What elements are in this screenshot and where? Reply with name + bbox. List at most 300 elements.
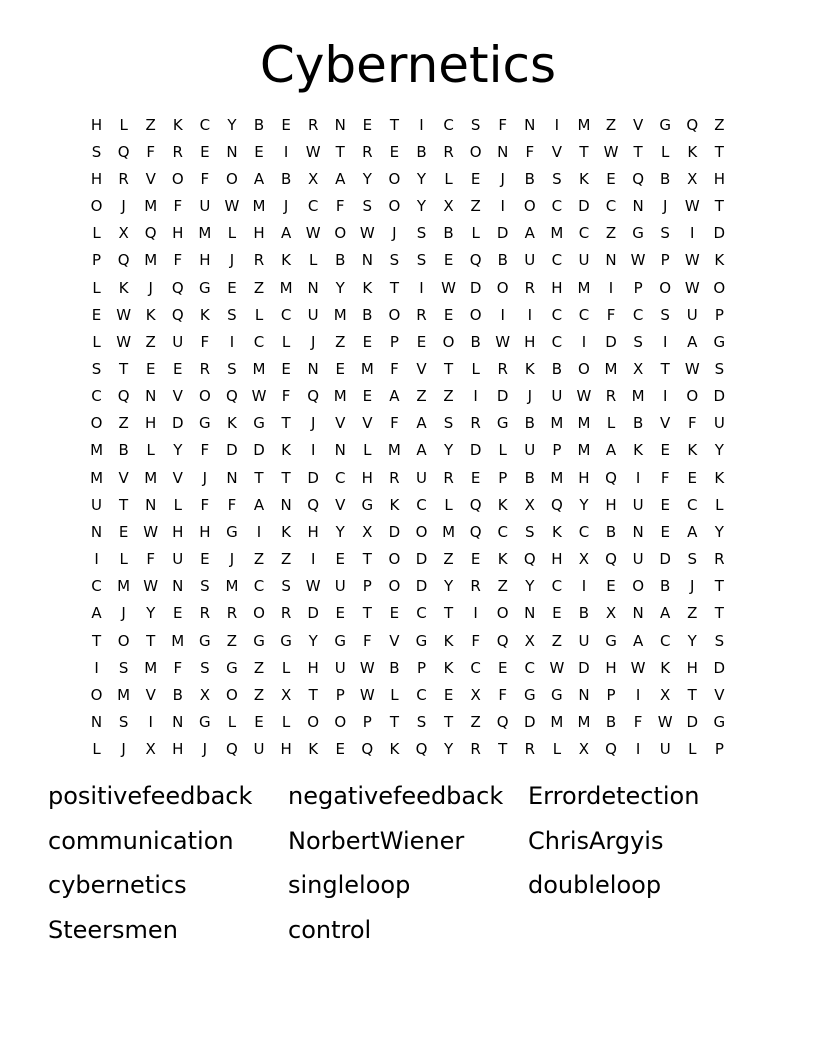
grid-letter: A [335, 169, 346, 188]
grid-letter: S [91, 359, 102, 378]
grid-letter: G [226, 658, 238, 677]
grid-letter: Z [118, 414, 129, 433]
grid-letter: Y [579, 495, 589, 514]
grid-letter: H [307, 522, 319, 541]
grid-letter: G [713, 713, 726, 732]
grid-letter: M [144, 197, 158, 216]
grid-letter: H [172, 224, 184, 243]
grid-letter: Z [145, 115, 156, 134]
grid-letter: G [199, 414, 211, 433]
grid-letter: G [199, 278, 211, 297]
grid-letter: E [362, 115, 373, 134]
grid-letter: W [116, 305, 132, 324]
grid-letter: Q [605, 550, 617, 569]
grid-letter: O [253, 604, 265, 623]
grid-letter: S [389, 251, 400, 270]
grid-letter: U [334, 658, 346, 677]
grid-letter: O [388, 550, 401, 569]
grid-letter: Q [171, 278, 184, 297]
grid-letter: R [443, 142, 454, 161]
grid-row [83, 220, 733, 247]
grid-letter: I [310, 441, 316, 460]
grid-letter: H [199, 522, 211, 541]
grid-letter: Q [496, 713, 509, 732]
word-list-item: Errordetection [528, 782, 700, 810]
grid-letter: H [90, 169, 103, 188]
grid-letter: M [604, 359, 618, 378]
grid-letter: Y [227, 115, 237, 134]
grid-letter: R [524, 740, 535, 759]
grid-letter: X [362, 522, 373, 541]
grid-letter: O [415, 522, 428, 541]
grid-letter: Y [335, 522, 345, 541]
grid-letter: T [443, 359, 454, 378]
grid-letter: Y [146, 604, 156, 623]
grid-letter: S [660, 224, 670, 243]
grid-letter: S [200, 577, 210, 596]
grid-letter: L [308, 251, 318, 270]
grid-letter: G [659, 115, 671, 134]
grid-letter: E [200, 550, 210, 569]
grid-letter: I [662, 332, 668, 351]
grid-letter: H [524, 332, 536, 351]
grid-letter: M [117, 685, 131, 704]
grid-letter: T [579, 142, 589, 161]
grid-row [83, 111, 733, 138]
grid-letter: W [116, 332, 132, 351]
grid-letter: C [551, 332, 563, 351]
grid-letter: Y [362, 169, 372, 188]
grid-letter: C [578, 305, 590, 324]
grid-letter: M [198, 224, 212, 243]
grid-letter: W [305, 577, 321, 596]
grid-letter: S [227, 359, 237, 378]
grid-letter: I [554, 115, 560, 134]
grid-letter: W [251, 387, 267, 406]
grid-letter: L [606, 414, 616, 433]
grid-letter: D [307, 604, 319, 623]
grid-letter: A [605, 441, 617, 460]
grid-letter: Q [469, 495, 482, 514]
grid-letter: U [578, 251, 590, 270]
grid-letter: D [388, 522, 401, 541]
grid-row [83, 328, 733, 355]
grid-letter: W [549, 658, 565, 677]
grid-letter: M [442, 522, 456, 541]
grid-letter: B [497, 251, 508, 270]
grid-letter: Z [335, 332, 346, 351]
grid-letter: W [305, 142, 321, 161]
grid-letter: H [253, 224, 265, 243]
grid-letter: G [713, 332, 726, 351]
grid-letter: L [227, 713, 237, 732]
grid-letter: O [388, 197, 401, 216]
grid-letter: H [578, 468, 590, 487]
grid-letter: H [713, 169, 725, 188]
grid-letter: S [362, 197, 373, 216]
grid-letter: I [662, 387, 668, 406]
grid-row [83, 573, 733, 600]
grid-letter: V [335, 414, 346, 433]
grid-letter: J [202, 468, 208, 487]
grid-letter: U [415, 468, 427, 487]
grid-letter: K [633, 441, 644, 460]
grid-letter: B [660, 169, 671, 188]
grid-letter: E [281, 359, 291, 378]
grid-letter: Z [443, 550, 454, 569]
grid-letter: O [307, 713, 320, 732]
grid-letter: B [605, 713, 617, 732]
grid-letter: L [92, 740, 101, 759]
grid-letter: M [577, 713, 591, 732]
grid-letter: E [443, 305, 454, 324]
grid-letter: O [496, 604, 509, 623]
grid-letter: C [416, 604, 427, 623]
grid-letter: L [471, 224, 480, 243]
grid-letter: H [90, 115, 103, 134]
grid-letter: Z [605, 224, 617, 243]
grid-letter: M [144, 468, 158, 487]
grid-letter: Z [226, 631, 238, 650]
grid-letter: A [660, 604, 671, 623]
grid-letter: E [660, 522, 670, 541]
grid-letter: E [687, 468, 697, 487]
grid-letter: Q [226, 740, 238, 759]
grid-letter: R [714, 550, 725, 569]
grid-letter: N [172, 713, 184, 732]
grid-letter: M [550, 414, 564, 433]
grid-letter: Q [117, 142, 130, 161]
grid-letter: M [90, 468, 104, 487]
grid-letter: Z [253, 685, 265, 704]
grid-letter: W [684, 359, 700, 378]
grid-letter: S [91, 142, 102, 161]
grid-letter: S [118, 713, 129, 732]
grid-letter: L [444, 169, 453, 188]
grid-letter: J [121, 197, 126, 216]
grid-letter: W [305, 224, 321, 243]
grid-letter: F [173, 658, 183, 677]
grid-row [83, 138, 733, 165]
grid-letter: Y [443, 740, 454, 759]
grid-letter: D [307, 468, 319, 487]
grid-letter: U [334, 577, 346, 596]
grid-letter: F [687, 414, 697, 433]
grid-letter: J [690, 577, 695, 596]
grid-letter: U [172, 550, 184, 569]
grid-letter: H [605, 495, 617, 514]
grid-letter: U [199, 197, 211, 216]
grid-letter: A [91, 604, 102, 623]
grid-letter: L [390, 685, 399, 704]
grid-letter: R [605, 387, 617, 406]
grid-letter: Y [687, 631, 697, 650]
grid-letter: E [389, 142, 400, 161]
grid-letter: O [388, 169, 401, 188]
grid-letter: G [334, 631, 347, 650]
grid-letter: D [524, 713, 536, 732]
grid-letter: Q [523, 550, 536, 569]
grid-letter: D [605, 332, 617, 351]
grid-letter: B [389, 658, 400, 677]
grid-letter: U [172, 332, 184, 351]
grid-letter: B [632, 414, 644, 433]
grid-letter: U [659, 740, 671, 759]
grid-letter: T [389, 115, 399, 134]
grid-letter: E [552, 604, 562, 623]
grid-letter: T [443, 713, 454, 732]
grid-letter: J [229, 251, 235, 270]
grid-letter: T [119, 495, 129, 514]
grid-letter: E [281, 115, 291, 134]
grid-letter: E [118, 522, 129, 541]
grid-letter: F [146, 550, 156, 569]
grid-letter: D [226, 441, 238, 460]
grid-letter: M [577, 441, 591, 460]
grid-letter: N [497, 142, 509, 161]
grid-letter: K [714, 251, 725, 270]
grid-letter: O [469, 305, 482, 324]
grid-letter: S [633, 332, 643, 351]
grid-letter: C [551, 577, 563, 596]
grid-letter: X [605, 604, 617, 623]
grid-letter: B [335, 251, 346, 270]
grid-letter: T [389, 278, 399, 297]
grid-letter: G [253, 631, 265, 650]
grid-letter: X [118, 224, 129, 243]
grid-letter: G [199, 713, 211, 732]
grid-letter: I [635, 740, 641, 759]
grid-letter: R [172, 142, 183, 161]
grid-letter: M [577, 414, 591, 433]
grid-letter: W [657, 713, 673, 732]
grid-letter: Z [416, 387, 427, 406]
grid-letter: K [714, 468, 725, 487]
grid-row [83, 708, 733, 735]
grid-letter: O [171, 169, 184, 188]
grid-letter: F [200, 441, 210, 460]
grid-letter: F [390, 359, 399, 378]
grid-letter: L [715, 495, 724, 514]
grid-letter: T [443, 604, 454, 623]
grid-letter: C [551, 197, 563, 216]
grid-letter: S [525, 522, 535, 541]
grid-letter: B [253, 115, 265, 134]
grid-letter: F [390, 414, 399, 433]
grid-letter: Q [226, 387, 238, 406]
grid-letter: P [389, 332, 399, 351]
grid-letter: E [470, 468, 481, 487]
grid-letter: I [635, 468, 641, 487]
grid-letter: Z [443, 387, 454, 406]
grid-letter: V [172, 387, 183, 406]
grid-letter: I [608, 278, 614, 297]
word-list-item: doubleloop [528, 871, 662, 899]
grid-letter: D [713, 387, 726, 406]
grid-letter: I [581, 332, 587, 351]
grid-letter: Q [686, 115, 699, 134]
grid-letter: N [226, 468, 238, 487]
grid-letter: E [335, 604, 345, 623]
grid-letter: P [714, 305, 724, 324]
grid-letter: E [227, 278, 237, 297]
grid-letter: I [419, 115, 424, 134]
grid-letter: M [333, 305, 347, 324]
grid-letter: A [253, 495, 265, 514]
grid-letter: U [524, 251, 536, 270]
grid-letter: I [94, 550, 99, 569]
grid-row [83, 165, 733, 192]
grid-letter: D [496, 387, 509, 406]
grid-letter: E [606, 169, 616, 188]
grid-letter: F [335, 197, 345, 216]
grid-letter: F [471, 631, 480, 650]
grid-letter: W [495, 332, 511, 351]
grid-letter: L [92, 278, 101, 297]
grid-letter: K [118, 278, 129, 297]
grid-letter: I [310, 550, 316, 569]
grid-row [83, 301, 733, 328]
grid-letter: G [523, 685, 536, 704]
grid-letter: N [361, 251, 373, 270]
grid-letter: C [253, 332, 265, 351]
grid-letter: R [253, 251, 265, 270]
grid-letter: D [713, 224, 726, 243]
grid-letter: S [416, 224, 427, 243]
grid-letter: Z [714, 115, 725, 134]
grid-letter: Z [551, 631, 562, 650]
grid-row [83, 274, 733, 301]
grid-letter: N [632, 197, 644, 216]
grid-letter: X [632, 359, 644, 378]
grid-letter: Y [714, 522, 724, 541]
grid-letter: S [416, 713, 427, 732]
grid-letter: U [91, 495, 103, 514]
grid-letter: M [252, 359, 266, 378]
grid-letter: M [333, 387, 347, 406]
grid-letter: Q [496, 631, 509, 650]
grid-letter: C [605, 197, 617, 216]
grid-letter: Y [525, 577, 535, 596]
grid-letter: G [280, 631, 292, 650]
grid-letter: T [660, 359, 670, 378]
grid-letter: W [143, 577, 159, 596]
grid-letter: L [688, 740, 697, 759]
grid-letter: Q [307, 495, 320, 514]
grid-letter: E [173, 359, 183, 378]
grid-letter: U [632, 495, 644, 514]
grid-letter: Y [416, 197, 427, 216]
grid-letter: Y [335, 278, 345, 297]
grid-letter: Q [605, 740, 617, 759]
grid-letter: X [687, 169, 698, 188]
grid-letter: P [335, 685, 345, 704]
grid-row [83, 546, 733, 573]
grid-letter: S [687, 550, 698, 569]
grid-letter: B [524, 414, 535, 433]
grid-letter: H [605, 658, 617, 677]
grid-row [83, 681, 733, 708]
grid-row [83, 437, 733, 464]
grid-letter: R [307, 115, 319, 134]
grid-letter: R [389, 468, 400, 487]
grid-letter: R [470, 414, 481, 433]
grid-letter: K [443, 658, 454, 677]
grid-row [83, 192, 733, 219]
grid-letter: R [416, 305, 427, 324]
grid-letter: F [173, 251, 183, 270]
grid-letter: E [606, 577, 616, 596]
grid-letter: H [280, 740, 292, 759]
grid-letter: G [199, 631, 211, 650]
grid-letter: Q [415, 740, 428, 759]
grid-letter: R [118, 169, 129, 188]
grid-letter: T [633, 142, 643, 161]
grid-letter: F [525, 142, 535, 161]
grid-letter: F [606, 305, 616, 324]
grid-letter: I [94, 658, 99, 677]
grid-letter: M [171, 631, 185, 650]
grid-letter: V [714, 685, 725, 704]
grid-letter: K [579, 169, 589, 188]
grid-letter: N [226, 142, 238, 161]
grid-letter: Q [307, 387, 320, 406]
grid-letter: S [118, 658, 129, 677]
grid-letter: T [714, 197, 724, 216]
grid-letter: E [335, 359, 345, 378]
grid-letter: E [470, 550, 481, 569]
grid-letter: U [713, 414, 725, 433]
grid-row [83, 518, 733, 545]
grid-letter: Z [687, 604, 698, 623]
grid-letter: K [308, 740, 319, 759]
grid-row [83, 410, 733, 437]
grid-letter: N [524, 604, 536, 623]
grid-letter: T [714, 142, 724, 161]
grid-letter: R [497, 359, 508, 378]
grid-letter: S [470, 115, 481, 134]
grid-letter: K [172, 115, 183, 134]
word-list-item: Steersmen [48, 915, 178, 944]
grid-letter: W [684, 197, 700, 216]
grid-letter: X [578, 550, 590, 569]
grid-letter: N [605, 251, 617, 270]
grid-letter: Q [605, 468, 617, 487]
grid-letter: I [473, 387, 478, 406]
grid-letter: R [470, 577, 481, 596]
grid-letter: A [687, 332, 698, 351]
grid-letter: Q [144, 224, 157, 243]
grid-letter: U [551, 387, 563, 406]
grid-letter: K [551, 522, 562, 541]
grid-letter: D [171, 414, 184, 433]
grid-letter: K [443, 631, 454, 650]
grid-letter: B [362, 305, 373, 324]
grid-letter: A [416, 441, 427, 460]
grid-letter: X [578, 740, 590, 759]
word-list-item: NorbertWiener [288, 826, 465, 855]
grid-row [83, 491, 733, 518]
grid-letter: X [470, 685, 481, 704]
grid-letter: F [498, 115, 508, 134]
grid-letter: Y [308, 631, 318, 650]
grid-letter: V [416, 359, 427, 378]
grid-letter: J [500, 169, 505, 188]
grid-letter: G [361, 495, 374, 514]
grid-letter: O [713, 278, 726, 297]
grid-letter: E [335, 550, 345, 569]
grid-letter: J [310, 332, 316, 351]
